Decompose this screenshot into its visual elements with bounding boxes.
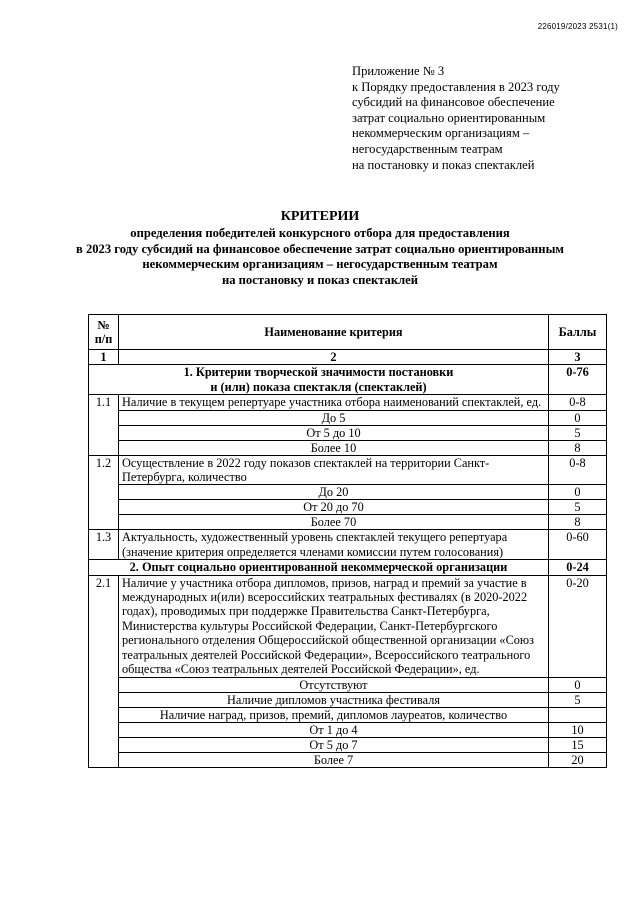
option-row — [89, 425, 607, 440]
option-row — [89, 500, 607, 515]
col-number: 1 — [89, 350, 119, 365]
header-points: Баллы — [549, 315, 607, 350]
option-label: От 1 до 4 — [119, 722, 549, 737]
criterion-points: 0-20 — [549, 575, 607, 677]
option-label: От 20 до 70 — [119, 500, 549, 515]
option-points: 5 — [549, 500, 607, 515]
option-points: 10 — [549, 722, 607, 737]
appendix-line: затрат социально ориентированным — [352, 110, 546, 125]
criterion-text: Наличие в текущем репертуаре участника отбора наименований спектаклей, ед. — [119, 395, 549, 410]
option-row — [89, 707, 607, 722]
section-title: 2. Опыт социально ориентированной некоммерческой организации — [89, 560, 549, 575]
header-criterion: Наименование критерия — [119, 315, 549, 350]
criteria-table — [88, 314, 607, 768]
option-row — [89, 440, 607, 455]
document-title: КРИТЕРИИ — [280, 209, 360, 224]
option-points: 5 — [549, 425, 607, 440]
appendix-note — [352, 64, 622, 173]
option-label: От 5 до 10 — [119, 425, 549, 440]
option-label: Более 70 — [119, 515, 549, 530]
option-points: 20 — [549, 752, 607, 767]
option-points — [549, 707, 607, 722]
criterion-row — [89, 530, 607, 560]
section-points: 0-76 — [549, 365, 607, 395]
option-label: От 5 до 7 — [119, 737, 549, 752]
appendix-line: некоммерческим организациям – — [352, 126, 530, 141]
appendix-line: Приложение № 3 — [352, 64, 445, 78]
criterion-number: 1.2 — [89, 455, 119, 530]
section-row — [89, 365, 607, 395]
option-row — [89, 737, 607, 752]
criterion-text: Осуществление в 2022 году показов спектаклей на территории Санкт-Петербурга, количество — [119, 455, 549, 485]
table-header-row — [89, 315, 607, 350]
option-row — [89, 677, 607, 692]
section-title: 1. Критерии творческой значимости постановки и (или) показа спектакля (спектаклей) — [89, 365, 549, 395]
criterion-row — [89, 455, 607, 485]
criterion-row — [89, 575, 607, 677]
criterion-number: 1.1 — [89, 395, 119, 455]
criterion-points: 0-60 — [549, 530, 607, 560]
option-points: 0 — [549, 677, 607, 692]
option-row — [89, 410, 607, 425]
option-label: Более 10 — [119, 440, 549, 455]
document-number: 226019/2023 2531(1) — [537, 22, 618, 31]
option-row — [89, 752, 607, 767]
option-label: Наличие наград, призов, премий, дипломов лауреатов, количество — [119, 707, 549, 722]
col-number: 2 — [119, 350, 549, 365]
column-number-row — [89, 350, 607, 365]
header-number: № п/п — [89, 315, 119, 350]
option-row — [89, 515, 607, 530]
option-label: До 5 — [119, 410, 549, 425]
section-points: 0-24 — [549, 560, 607, 575]
criterion-text: Наличие у участника отбора дипломов, призов, наград и премий за участие в международных и(или) всероссийских театральных фестивалях (в 2020-2022 годах), проводимых при поддержке Правительства Санкт-Петербурга, Министерства культуры Российской Федерации, Санкт-Петербургского регионального отделения Общероссийской общественной организации «Союз театральных деятелей Российской Федерации», Всероссийского театрального общества «Союз театральных деятелей Российской Федерации», ед. — [119, 575, 549, 677]
criterion-text: Актуальность, художественный уровень спектаклей текущего репертуара (значение критерия определяется членами комиссии путем голосования) — [119, 530, 549, 560]
option-row — [89, 485, 607, 500]
option-row — [89, 692, 607, 707]
subtitle-line: в 2023 году субсидий на финансовое обеспечение затрат социально ориентированным — [76, 241, 564, 256]
option-label: Отсутствуют — [119, 677, 549, 692]
appendix-line: к Порядку предоставления в 2023 году — [352, 79, 560, 94]
criterion-number: 2.1 — [89, 575, 119, 767]
criterion-number: 1.3 — [89, 530, 119, 560]
appendix-line: негосударственным театрам — [352, 141, 503, 156]
subtitle-line: некоммерческим организациям – негосударственным театрам — [142, 257, 498, 272]
subtitle-line: на постановку и показ спектаклей — [221, 272, 419, 287]
option-label: Более 7 — [119, 752, 549, 767]
criterion-points: 0-8 — [549, 455, 607, 485]
option-points: 8 — [549, 440, 607, 455]
document-subtitle — [0, 226, 640, 288]
appendix-line: на постановку и показ спектаклей — [352, 157, 535, 172]
option-points: 15 — [549, 737, 607, 752]
col-number: 3 — [549, 350, 607, 365]
option-label: Наличие дипломов участника фестиваля — [119, 692, 549, 707]
section-row — [89, 560, 607, 575]
option-points: 0 — [549, 485, 607, 500]
option-points: 5 — [549, 692, 607, 707]
subtitle-line: определения победителей конкурсного отбора для предоставления — [130, 226, 510, 240]
criterion-row — [89, 395, 607, 410]
criterion-points: 0-8 — [549, 395, 607, 410]
document-heading — [0, 208, 640, 288]
option-row — [89, 722, 607, 737]
appendix-line: субсидий на финансовое обеспечение — [352, 95, 555, 110]
option-points: 0 — [549, 410, 607, 425]
option-points: 8 — [549, 515, 607, 530]
option-label: До 20 — [119, 485, 549, 500]
